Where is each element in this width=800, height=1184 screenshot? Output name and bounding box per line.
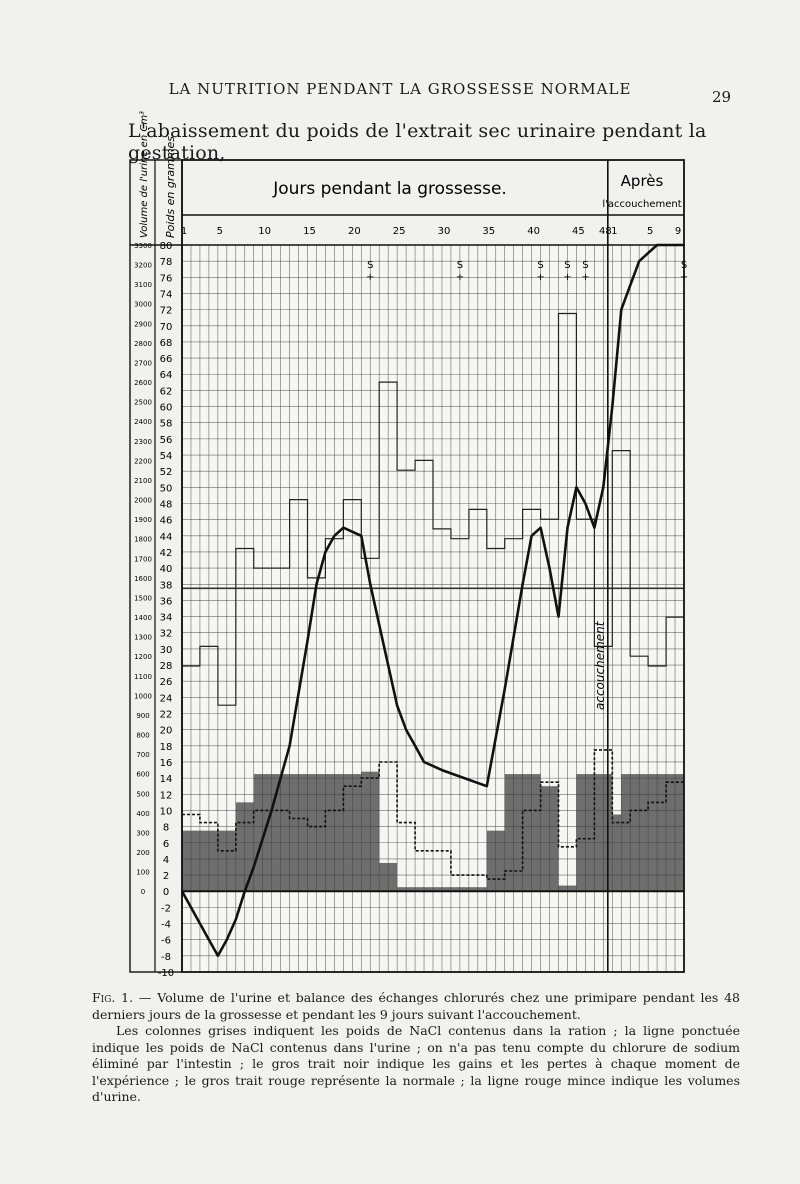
y-tick-label: 36 <box>159 596 173 608</box>
figure-caption <box>92 990 740 1106</box>
y2-tick-label: 200 <box>136 849 150 858</box>
y2-tick-label: 1200 <box>134 653 152 662</box>
y-tick-label: 0 <box>162 887 170 899</box>
y-tick-label: 42 <box>159 547 173 559</box>
x-tick-label: 30 <box>437 226 451 237</box>
sodium-marker: + <box>536 272 545 283</box>
sodium-marker: + <box>563 272 572 283</box>
y-tick-label: 38 <box>159 580 173 592</box>
y-tick-label: 58 <box>159 418 173 430</box>
x-tick-label: 25 <box>392 226 406 237</box>
nacl-ration-column <box>612 814 621 891</box>
y-tick-label: 26 <box>159 677 173 689</box>
y2-tick-label: 400 <box>136 809 150 818</box>
x-tick-label: 1 <box>180 226 188 237</box>
y-tick-label: 66 <box>159 354 173 366</box>
y-tick-label: 56 <box>159 434 173 446</box>
y-tick-label: 14 <box>159 774 173 786</box>
y-tick-label: 40 <box>159 564 173 576</box>
y2-tick-label: 900 <box>136 711 150 720</box>
y2-tick-label: 2000 <box>134 496 152 505</box>
nacl-ration-column <box>621 774 648 891</box>
sodium-marker: S <box>680 260 688 271</box>
y-tick-label: 28 <box>159 661 173 673</box>
y2-tick-label: 0 <box>140 888 146 897</box>
y-tick-label: 76 <box>159 273 173 285</box>
x-tick-label: 35 <box>482 226 496 237</box>
x-tick-label: 1 <box>611 226 618 237</box>
y-tick-label: 20 <box>159 725 173 737</box>
y2-tick-label: 1400 <box>134 614 152 623</box>
y-tick-label: 12 <box>159 790 173 802</box>
y2-tick-label: 2600 <box>134 379 152 388</box>
y-tick-label: 24 <box>159 693 173 705</box>
y2-tick-label: 1300 <box>134 633 152 642</box>
y2-tick-label: 2800 <box>134 339 152 348</box>
y-tick-label: -2 <box>161 903 171 915</box>
body-text: L'abaissement du poids de l'extrait sec urinaire pendant la gestation, <box>128 120 707 164</box>
y-tick-label: 60 <box>159 402 173 414</box>
y-tick-label: 52 <box>159 467 173 479</box>
y-tick-label: 10 <box>159 806 173 818</box>
sodium-marker: S <box>367 260 374 271</box>
y2-tick-label: 500 <box>136 790 150 799</box>
y-tick-label: -4 <box>161 919 171 931</box>
page-number: 29 <box>712 88 732 106</box>
y-tick-label: 46 <box>159 515 173 527</box>
y-tick-label: 68 <box>159 337 173 349</box>
y-tick-label: -10 <box>157 968 175 979</box>
y2-tick-label: 1500 <box>134 594 152 603</box>
y-tick-label: 48 <box>159 499 173 511</box>
y2-tick-label: 600 <box>136 770 150 779</box>
y-tick-label: 62 <box>159 386 173 398</box>
y-tick-label: 18 <box>159 741 173 753</box>
y2-tick-label: 2300 <box>134 437 152 446</box>
sodium-marker: + <box>455 272 465 283</box>
caption-paragraph-2: Les colonnes grises indiquent les poids de NaCl contenus dans la ration ; la ligne ponctuée indique les poids de NaCl contenus dans l'urine ; on n'a pas tenu compte du chlorure de sodium éliminé par l'intestin ; le gros trait noir indique les gains et les pertes à chaque moment de l'expérience ; le gros trait rouge représente la normale ; la ligne rouge mince indique les volumes d'urine. <box>92 1023 740 1104</box>
y-tick-label: 32 <box>159 628 173 640</box>
y-tick-label: 54 <box>159 451 173 463</box>
y2-tick-label: 2500 <box>134 398 152 407</box>
y2-tick-label: 1700 <box>134 555 152 564</box>
y2-tick-label: 1600 <box>134 574 152 583</box>
y2-tick-label: 1800 <box>134 535 152 544</box>
weight-axis-title: Poids en grammes <box>164 135 177 238</box>
y2-tick-label: 2100 <box>134 476 152 485</box>
y-tick-label: 6 <box>162 838 170 850</box>
y-tick-label: 30 <box>159 644 173 656</box>
y-tick-label: 64 <box>159 370 173 382</box>
y2-tick-label: 2900 <box>134 320 152 329</box>
y-tick-label: 72 <box>159 305 173 317</box>
y2-tick-label: 2200 <box>134 457 152 466</box>
x-tick-label: 15 <box>303 226 316 237</box>
sodium-marker: S <box>582 260 589 271</box>
x-tick-label: 40 <box>527 226 540 237</box>
y-tick-label: -6 <box>161 935 171 947</box>
x-tick-label: 5 <box>646 226 654 237</box>
y-tick-label: 16 <box>159 757 173 769</box>
y2-tick-label: 3000 <box>134 300 152 309</box>
sodium-marker: + <box>366 272 375 283</box>
y-tick-label: 8 <box>162 822 170 834</box>
y-tick-label: 74 <box>159 289 173 301</box>
y-tick-label: 70 <box>159 321 173 333</box>
pregnancy-header: Jours pendant la grossesse. <box>273 179 507 199</box>
y2-tick-label: 3100 <box>134 281 152 290</box>
y2-tick-label: 700 <box>136 751 150 760</box>
x-tick-label: 10 <box>258 226 272 237</box>
running-head: LA NUTRITION PENDANT LA GROSSESSE NORMALE <box>168 80 632 98</box>
y2-tick-label: 2700 <box>134 359 152 368</box>
y-tick-label: 78 <box>159 257 173 269</box>
y2-tick-label: 2400 <box>134 418 152 427</box>
y-tick-label: -8 <box>161 951 171 963</box>
y2-tick-label: 1000 <box>134 692 152 701</box>
y-tick-label: 2 <box>162 871 170 883</box>
y2-tick-label: 800 <box>136 731 150 740</box>
after-header: Après <box>620 172 664 190</box>
y-tick-label: 34 <box>159 612 173 624</box>
caption-paragraph-1: — Volume de l'urine et balance des échanges chlorurés chez une primipare pendant les 48 derniers jours de la grossesse et pendant les 9 jours suivant l'accouchement. <box>92 990 740 1022</box>
x-tick-label: 5 <box>216 226 224 237</box>
caption-label: Fig. 1. <box>92 990 134 1005</box>
y2-tick-label: 100 <box>136 868 150 877</box>
y-tick-label: 50 <box>159 483 173 495</box>
y-tick-label: 44 <box>159 531 173 543</box>
y-tick-label: 22 <box>159 709 173 721</box>
y2-tick-label: 3200 <box>134 261 152 270</box>
y2-tick-label: 300 <box>136 829 150 838</box>
sodium-marker: + <box>581 272 590 283</box>
x-tick-label: 9 <box>674 226 682 237</box>
x-tick-label: 45 <box>572 226 585 237</box>
sodium-marker: S <box>537 260 544 271</box>
sodium-marker: + <box>679 272 689 283</box>
y-tick-label: 80 <box>159 241 173 252</box>
sodium-marker: S <box>456 260 464 271</box>
y-tick-label: 4 <box>162 854 170 866</box>
y2-tick-label: 3300 <box>134 242 152 250</box>
after-header-sub: l'accouchement <box>602 199 682 210</box>
delivery-vertical-label: accouchement <box>592 621 607 710</box>
sodium-marker: S <box>564 260 571 271</box>
y2-tick-label: 1100 <box>134 672 152 681</box>
x-tick-label: 20 <box>347 226 361 237</box>
y2-tick-label: 1900 <box>134 516 152 525</box>
x-tick-label: 48 <box>598 226 612 237</box>
volume-axis-title: Volume de l'urine en Cm³ <box>139 110 150 238</box>
